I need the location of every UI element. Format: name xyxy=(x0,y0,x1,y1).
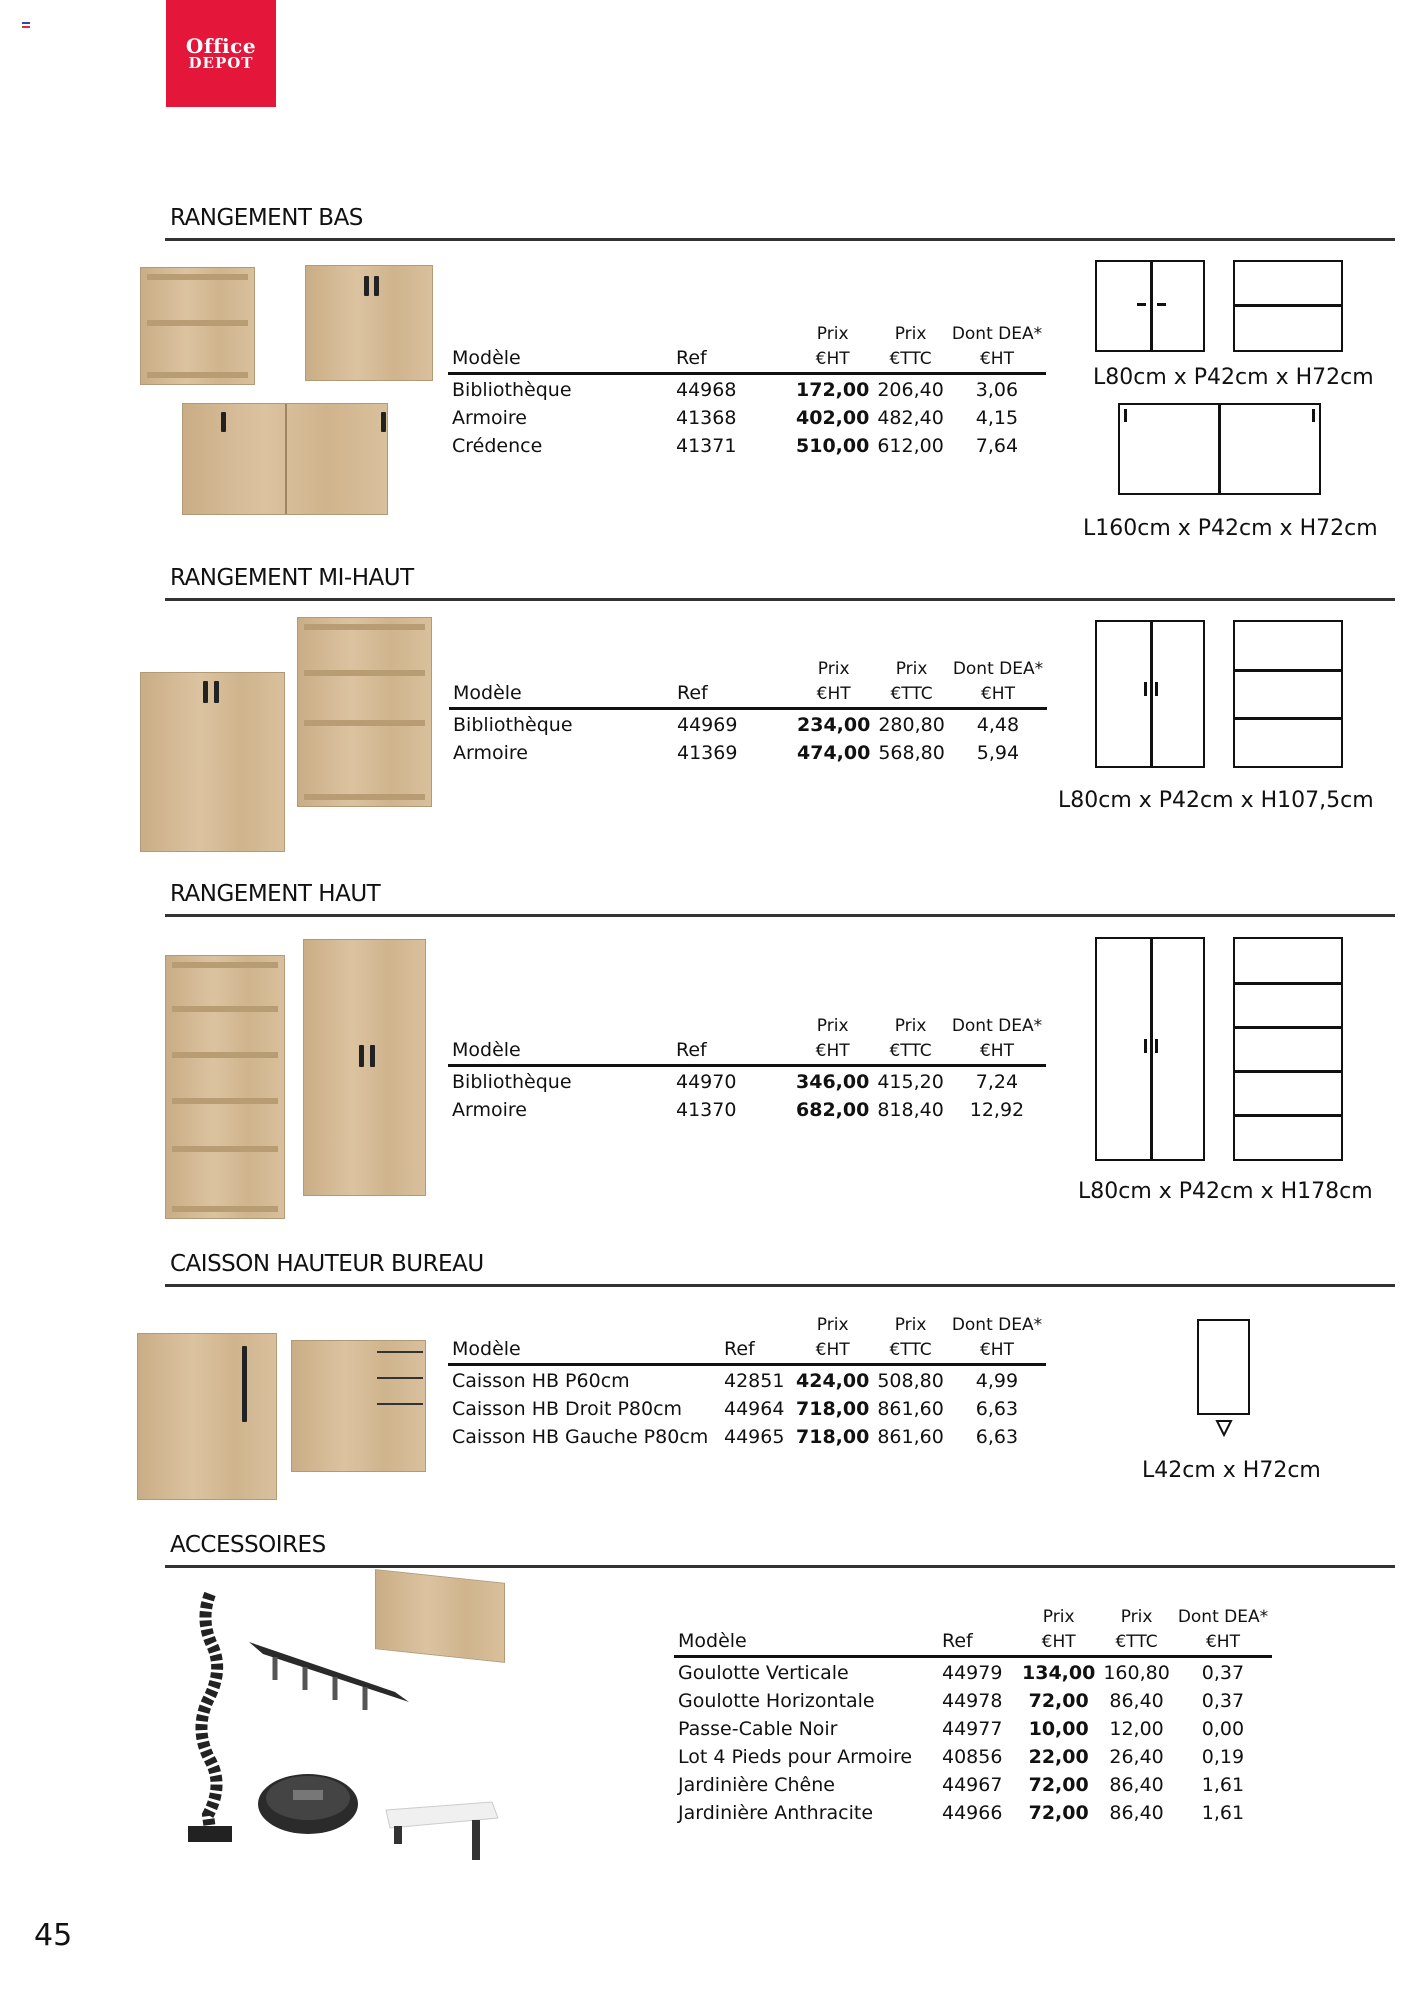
dimensions-label: L80cm x P42cm x H178cm xyxy=(1078,1179,1373,1204)
dea: 6,63 xyxy=(975,1426,1019,1448)
table-row xyxy=(449,736,1047,764)
section-divider xyxy=(165,914,1395,917)
col-modele: Modèle xyxy=(449,680,673,708)
ref: 44968 xyxy=(676,379,737,401)
ref: 44977 xyxy=(942,1718,1003,1740)
ref: 41368 xyxy=(676,407,737,429)
prix-ttc: 12,00 xyxy=(1109,1718,1164,1740)
col-ettc: €TTC xyxy=(873,345,947,373)
table-row xyxy=(674,1740,1272,1768)
col-ref: Ref xyxy=(672,1037,792,1065)
dea: 6,63 xyxy=(975,1398,1019,1420)
table-row xyxy=(448,1065,1046,1093)
dea: 0,19 xyxy=(1201,1746,1245,1768)
price-table xyxy=(449,652,1047,764)
prix-ht: 510,00 xyxy=(796,435,870,457)
prix-ht: 234,00 xyxy=(797,714,871,736)
modele: Lot 4 Pieds pour Armoire xyxy=(678,1746,913,1768)
prix-ttc: 861,60 xyxy=(877,1426,944,1448)
modele: Bibliothèque xyxy=(453,714,573,736)
section-rangement-haut xyxy=(165,881,1395,1231)
prix-ht: 718,00 xyxy=(796,1398,870,1420)
section-title: CAISSON HAUTEUR BUREAU xyxy=(170,1251,484,1277)
ref: 42851 xyxy=(724,1370,785,1392)
col-ettc: €TTC xyxy=(873,1037,947,1065)
dea: 0,37 xyxy=(1201,1662,1245,1684)
section-rangement-mi-haut xyxy=(165,565,1395,865)
price-table xyxy=(674,1600,1272,1824)
col-eht: €HT xyxy=(792,1336,873,1364)
price-table xyxy=(448,317,1046,457)
prix-ttc: 818,40 xyxy=(877,1099,944,1121)
prix-ttc: 86,40 xyxy=(1109,1690,1164,1712)
modele: Goulotte Horizontale xyxy=(678,1690,875,1712)
col-ref: Ref xyxy=(720,1336,792,1364)
col-dea-top: Dont DEA* xyxy=(952,658,1044,679)
table-row xyxy=(448,429,1046,457)
col-dea-eht: €HT xyxy=(948,1037,1046,1065)
col-ettc: €TTC xyxy=(874,680,948,708)
dea: 7,24 xyxy=(975,1071,1019,1093)
prix-ttc: 482,40 xyxy=(877,407,944,429)
col-ref: Ref xyxy=(673,680,793,708)
bibliotheque-mi-haut-photo xyxy=(297,617,432,807)
col-prix-ht-top: Prix xyxy=(1042,1606,1075,1627)
col-eht: €HT xyxy=(792,345,873,373)
ref: 44964 xyxy=(724,1398,785,1420)
ref: 44966 xyxy=(942,1802,1003,1824)
armoire-drawing xyxy=(1095,260,1205,352)
table-row xyxy=(448,1364,1046,1392)
caisson-p80-photo xyxy=(291,1340,426,1472)
section-divider xyxy=(165,598,1395,601)
ref: 44969 xyxy=(677,714,738,736)
prix-ttc: 86,40 xyxy=(1109,1774,1164,1796)
col-modele: Modèle xyxy=(448,1037,672,1065)
prix-ttc: 568,80 xyxy=(878,742,945,764)
bibliotheque-drawing xyxy=(1233,620,1343,768)
prix-ttc: 861,60 xyxy=(877,1398,944,1420)
table-row xyxy=(448,373,1046,401)
modele: Crédence xyxy=(452,435,543,457)
caisson-p60-photo xyxy=(137,1333,277,1500)
dimensions-label: L42cm x H72cm xyxy=(1142,1458,1321,1483)
prix-ht: 134,00 xyxy=(1022,1662,1096,1684)
col-modele: Modèle xyxy=(448,345,672,373)
col-prix-ht-top: Prix xyxy=(816,323,849,344)
prix-ht: 424,00 xyxy=(796,1370,870,1392)
price-table xyxy=(448,1308,1046,1448)
office-depot-logo[interactable] xyxy=(166,0,276,107)
modele: Jardinière Chêne xyxy=(678,1774,835,1796)
modele: Bibliothèque xyxy=(452,1071,572,1093)
col-prix-ht-top: Prix xyxy=(816,1015,849,1036)
modele: Armoire xyxy=(453,742,528,764)
prix-ttc: 508,80 xyxy=(877,1370,944,1392)
section-title: RANGEMENT MI-HAUT xyxy=(170,565,414,591)
ref: 44979 xyxy=(942,1662,1003,1684)
prix-ttc: 86,40 xyxy=(1109,1802,1164,1824)
prix-ht: 172,00 xyxy=(796,379,870,401)
armoire-haut-photo xyxy=(303,939,426,1196)
col-dea-top: Dont DEA* xyxy=(1177,1606,1269,1627)
table-row xyxy=(674,1656,1272,1684)
dea: 5,94 xyxy=(976,742,1020,764)
table-row xyxy=(674,1796,1272,1824)
table-row xyxy=(674,1712,1272,1740)
col-dea-top: Dont DEA* xyxy=(951,323,1043,344)
prix-ht: 22,00 xyxy=(1028,1746,1089,1768)
armoire-bas-photo xyxy=(305,265,433,381)
col-eht: €HT xyxy=(792,1037,873,1065)
prix-ttc: 280,80 xyxy=(878,714,945,736)
prix-ht: 718,00 xyxy=(796,1426,870,1448)
modele: Caisson HB Gauche P80cm xyxy=(452,1426,709,1448)
section-title: ACCESSOIRES xyxy=(170,1532,326,1558)
armoire-drawing xyxy=(1095,937,1205,1161)
modele: Bibliothèque xyxy=(452,379,572,401)
ref: 44967 xyxy=(942,1774,1003,1796)
prix-ttc: 415,20 xyxy=(877,1071,944,1093)
dea: 4,48 xyxy=(976,714,1020,736)
prix-ht: 72,00 xyxy=(1028,1774,1089,1796)
table-row xyxy=(448,1420,1046,1448)
dea: 12,92 xyxy=(969,1099,1025,1121)
section-rangement-bas xyxy=(165,205,1395,555)
dea: 0,37 xyxy=(1201,1690,1245,1712)
goulotte-verticale-photo xyxy=(180,1590,240,1852)
modele: Jardinière Anthracite xyxy=(678,1802,874,1824)
section-title: RANGEMENT BAS xyxy=(170,205,363,231)
page-number: 45 xyxy=(34,1918,73,1953)
passe-cable-photo xyxy=(253,1762,363,1842)
col-prix-ttc-top: Prix xyxy=(895,658,928,679)
section-divider xyxy=(165,1284,1395,1287)
col-dea-eht: €HT xyxy=(1174,1628,1272,1656)
col-modele: Modèle xyxy=(448,1336,720,1364)
col-dea-eht: €HT xyxy=(949,680,1047,708)
modele: Passe-Cable Noir xyxy=(678,1718,838,1740)
modele: Caisson HB P60cm xyxy=(452,1370,630,1392)
prix-ttc: 160,80 xyxy=(1103,1662,1170,1684)
dimensions-label: L80cm x P42cm x H72cm xyxy=(1093,365,1374,390)
modele: Goulotte Verticale xyxy=(678,1662,849,1684)
col-dea-top: Dont DEA* xyxy=(951,1314,1043,1335)
bibliotheque-drawing xyxy=(1233,937,1343,1161)
prix-ht: 682,00 xyxy=(796,1099,870,1121)
pieds-armoire-photo xyxy=(382,1800,502,1870)
col-prix-ttc-top: Prix xyxy=(1120,1606,1153,1627)
prix-ttc: 206,40 xyxy=(877,379,944,401)
bibliotheque-haut-photo xyxy=(165,955,285,1219)
price-table xyxy=(448,1009,1046,1121)
section-divider xyxy=(165,238,1395,241)
col-ettc: €TTC xyxy=(873,1336,947,1364)
table-row xyxy=(674,1684,1272,1712)
modele: Armoire xyxy=(452,1099,527,1121)
col-dea-eht: €HT xyxy=(948,345,1046,373)
logo-line-1: Office xyxy=(185,34,257,58)
ref: 40856 xyxy=(942,1746,1003,1768)
section-caisson-hauteur-bureau xyxy=(165,1251,1395,1521)
bibliotheque-bas-photo xyxy=(140,267,255,385)
logo-line-2: DEPOT xyxy=(188,54,254,72)
table-row xyxy=(448,401,1046,429)
table-row xyxy=(674,1768,1272,1796)
col-eht: €HT xyxy=(793,680,874,708)
jardiniere-photo xyxy=(375,1569,505,1663)
ref: 41370 xyxy=(676,1099,737,1121)
dimensions-label: L160cm x P42cm x H72cm xyxy=(1083,516,1378,541)
dea: 1,61 xyxy=(1201,1774,1245,1796)
ref: 44970 xyxy=(676,1071,737,1093)
dimensions-label: L80cm x P42cm x H107,5cm xyxy=(1058,788,1374,813)
prix-ht: 402,00 xyxy=(796,407,870,429)
bibliotheque-drawing xyxy=(1233,260,1343,352)
modele: Armoire xyxy=(452,407,527,429)
prix-ht: 346,00 xyxy=(796,1071,870,1093)
section-accessoires xyxy=(165,1532,1395,1892)
ref: 41369 xyxy=(677,742,738,764)
table-row xyxy=(448,1093,1046,1121)
prix-ht: 10,00 xyxy=(1028,1718,1089,1740)
col-dea-top: Dont DEA* xyxy=(951,1015,1043,1036)
ref: 41371 xyxy=(676,435,737,457)
col-prix-ht-top: Prix xyxy=(817,658,850,679)
dea: 4,99 xyxy=(975,1370,1019,1392)
credence-photo xyxy=(182,403,388,515)
prix-ht: 72,00 xyxy=(1028,1690,1089,1712)
ref: 44978 xyxy=(942,1690,1003,1712)
armoire-drawing xyxy=(1095,620,1205,768)
armoire-mi-haut-photo xyxy=(140,672,285,852)
dea: 1,61 xyxy=(1201,1802,1245,1824)
prix-ttc: 612,00 xyxy=(877,435,944,457)
col-ref: Ref xyxy=(672,345,792,373)
dea: 0,00 xyxy=(1201,1718,1245,1740)
dea: 4,15 xyxy=(975,407,1019,429)
table-row xyxy=(448,1392,1046,1420)
ref: 44965 xyxy=(724,1426,785,1448)
prix-ttc: 26,40 xyxy=(1109,1746,1164,1768)
caisson-drawing xyxy=(1197,1319,1250,1415)
table-row xyxy=(449,708,1047,736)
col-prix-ttc-top: Prix xyxy=(894,1314,927,1335)
down-triangle-icon xyxy=(1215,1419,1233,1437)
section-title: RANGEMENT HAUT xyxy=(170,881,381,907)
section-divider xyxy=(165,1565,1395,1568)
credence-drawing xyxy=(1118,403,1321,495)
prix-ht: 72,00 xyxy=(1028,1802,1089,1824)
col-prix-ht-top: Prix xyxy=(816,1314,849,1335)
col-prix-ttc-top: Prix xyxy=(894,323,927,344)
col-ref: Ref xyxy=(938,1628,1018,1656)
col-modele: Modèle xyxy=(674,1628,938,1656)
col-eht: €HT xyxy=(1018,1628,1099,1656)
col-ettc: €TTC xyxy=(1099,1628,1173,1656)
dea: 3,06 xyxy=(975,379,1019,401)
menu-marker xyxy=(22,22,30,28)
col-prix-ttc-top: Prix xyxy=(894,1015,927,1036)
col-dea-eht: €HT xyxy=(948,1336,1046,1364)
prix-ht: 474,00 xyxy=(797,742,871,764)
dea: 7,64 xyxy=(975,435,1019,457)
modele: Caisson HB Droit P80cm xyxy=(452,1398,683,1420)
